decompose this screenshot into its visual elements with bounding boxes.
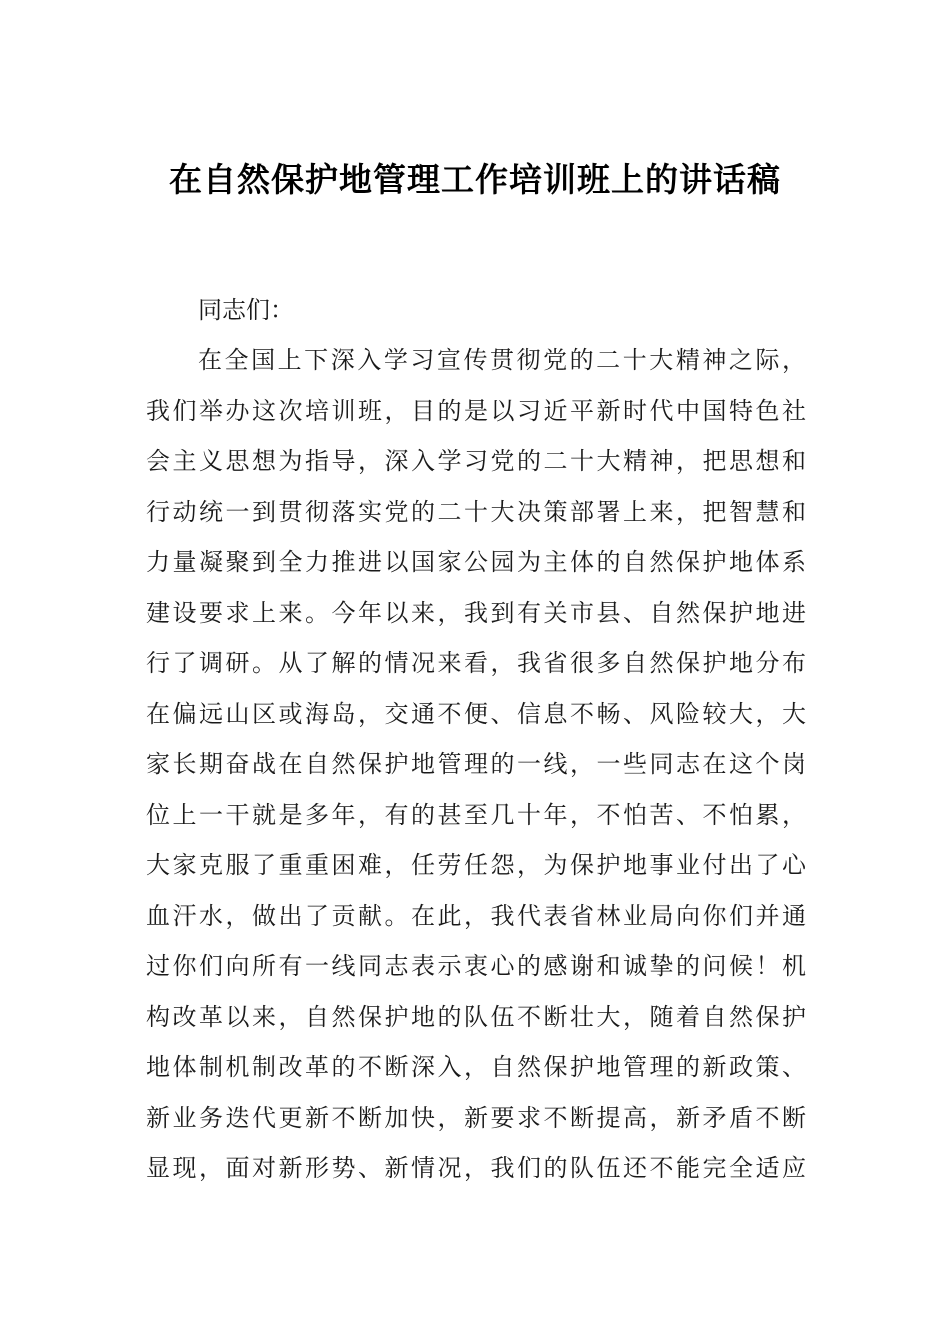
paragraph-line: 我们举办这次培训班，目的是以习近平新时代中国特色社 <box>146 396 806 425</box>
paragraph-line: 力量凝聚到全力推进以国家公园为主体的自然保护地体系 <box>146 548 806 576</box>
paragraph-line: 位上一干就是多年，有的甚至几十年，不怕苦、不怕累， <box>146 800 806 829</box>
paragraph-line: 大家克服了重重困难，任劳任怨，为保护地事业付出了心 <box>146 851 806 879</box>
paragraph-line: 构改革以来，自然保护地的队伍不断壮大，随着自然保护 <box>146 1002 806 1031</box>
paragraph-line: 建设要求上来。今年以来，我到有关市县、自然保护地进 <box>146 598 806 627</box>
document-title: 在自然保护地管理工作培训班上的讲话稿 <box>169 160 781 199</box>
paragraph-line: 行动统一到贯彻落实党的二十大决策部署上来，把智慧和 <box>146 497 806 526</box>
paragraph-line: 显现，面对新形势、新情况，我们的队伍还不能完全适应 <box>146 1154 806 1182</box>
paragraph-line: 血汗水，做出了贡献。在此，我代表省林业局向你们并通 <box>146 901 806 930</box>
paragraph-line: 地体制机制改革的不断深入，自然保护地管理的新政策、 <box>146 1053 806 1081</box>
paragraph-line: 新业务迭代更新不断加快，新要求不断提高，新矛盾不断 <box>146 1103 806 1132</box>
paragraph-line: 在偏远山区或海岛，交通不便、信息不畅、风险较大，大 <box>146 699 806 728</box>
paragraph-line: 行了调研。从了解的情况来看，我省很多自然保护地分布 <box>146 649 806 677</box>
paragraph-line: 过你们向所有一线同志表示衷心的感谢和诚挚的问候！机 <box>146 952 806 980</box>
salutation: 同志们： <box>198 296 294 324</box>
body-paragraph <box>146 340 806 1199</box>
paragraph-line: 会主义思想为指导，深入学习党的二十大精神，把思想和 <box>146 447 806 475</box>
paragraph-line: 在全国上下深入学习宣传贯彻党的二十大精神之际， <box>198 346 806 374</box>
paragraph-line: 家长期奋战在自然保护地管理的一线，一些同志在这个岗 <box>146 750 806 778</box>
